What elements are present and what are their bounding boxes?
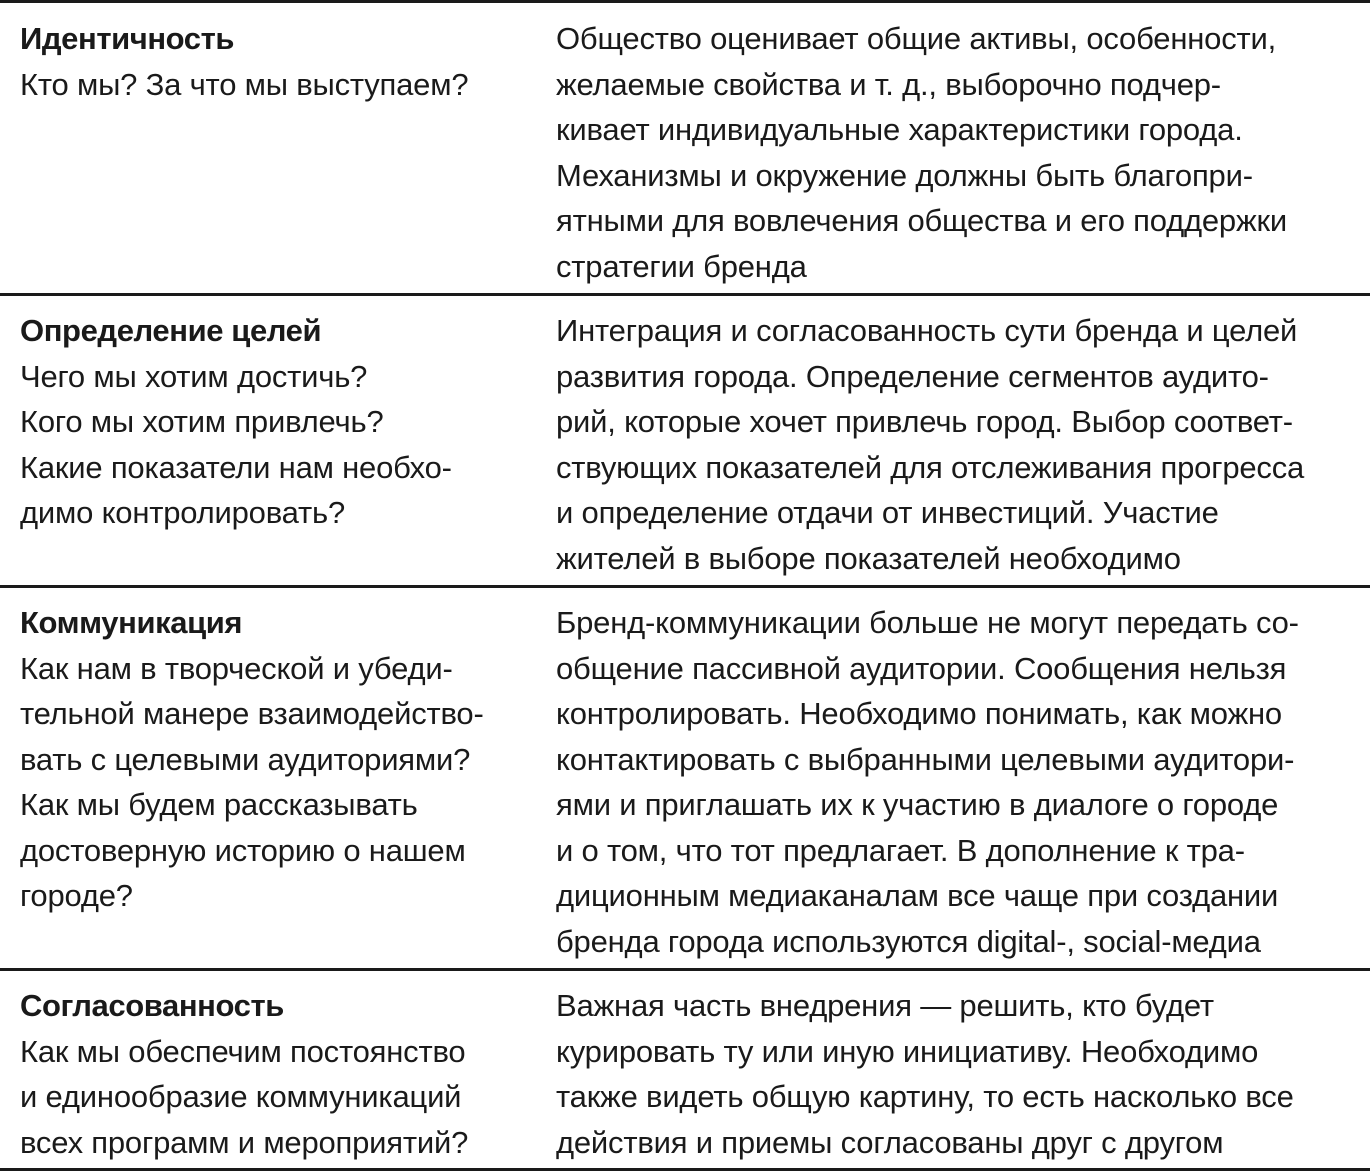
description-line: ятными для вовлечения общества и его поддержки [556,203,1287,238]
row-description-cell [556,308,1364,581]
question-line: димо контролировать? [20,495,345,530]
table-rule-bottom [0,1168,1370,1171]
description-line: развития города. Определение сегментов аудито- [556,358,1269,394]
description-line: бренда города используются digital-, social-медиа [556,923,1261,959]
row-heading: Согласованность [20,988,284,1023]
row-heading: Коммуникация [20,605,243,640]
question-line: Как мы обеспечим постоянство [20,1033,466,1069]
description-line: стратегии бренда [556,248,807,284]
description-line: и определение отдачи от инвестиций. Участие [556,495,1219,530]
question-line: достоверную историю о нашем [20,832,466,868]
row-heading: Идентичность [20,21,235,56]
description-line: диционным медиаканалам все чаще при создании [556,878,1279,913]
description-line: общение пассивной аудитории. Сообщения нельзя [556,650,1287,686]
question-line: и единообразие коммуникаций [20,1079,462,1114]
question-line: городе? [20,878,133,913]
description-line: кивает индивидуальные характеристики города. [556,112,1243,147]
question-line: тельной манере взаимодейство- [20,696,484,731]
row-description-cell [556,983,1364,1165]
description-line: курировать ту или иную инициативу. Необходимо [556,1033,1259,1069]
row-questions-cell [20,600,540,919]
question-line: Как нам в творческой и убеди- [20,650,453,686]
description-line: Механизмы и окружение должны быть благопри- [556,157,1253,193]
description-line: контактировать с выбранными целевыми аудитори- [556,741,1295,777]
description-line: ствующих показателей для отслеживания прогресса [556,449,1305,485]
question-line: Какие показатели нам необхо- [20,449,452,485]
question-line: вать с целевыми аудиториями? [20,741,471,777]
description-line: также видеть общую картину, то есть насколько все [556,1079,1294,1114]
description-line: рий, которые хочет привлечь город. Выбор соответ- [556,404,1293,439]
question-line: Кого мы хотим привлечь? [20,404,384,439]
table-rule [0,585,1370,588]
description-line: Бренд-коммуникации больше не могут передать со- [556,605,1299,640]
description-line: желаемые свойства и т. д., выборочно подчер- [556,66,1221,102]
row-description-cell [556,16,1364,289]
table-rule [0,293,1370,296]
row-questions-cell [20,308,540,536]
row-description-cell [556,600,1364,964]
description-line: Важная часть внедрения — решить, кто будет [556,988,1214,1023]
question-line: Как мы будем рассказывать [20,787,418,822]
row-heading: Определение целей [20,313,322,348]
description-line: действия и приемы согласованы друг с другом [556,1124,1224,1160]
row-questions-cell [20,16,540,107]
description-line: жителей в выборе показателей необходимо [556,540,1181,576]
question-line: всех программ и мероприятий? [20,1124,469,1160]
row-questions-cell [20,983,540,1165]
description-line: контролировать. Необходимо понимать, как можно [556,696,1282,731]
description-line: и о том, что тот предлагает. В дополнение к тра- [556,832,1245,868]
question-line: Чего мы хотим достичь? [20,358,368,394]
description-line: Общество оценивает общие активы, особенности, [556,21,1277,56]
description-line: ями и приглашать их к участию в диалоге о городе [556,787,1279,822]
description-line: Интеграция и согласованность сути бренда и целей [556,313,1298,348]
table-rule [0,968,1370,971]
table-rule-top [0,0,1370,3]
question-line: Кто мы? За что мы выступаем? [20,66,469,102]
